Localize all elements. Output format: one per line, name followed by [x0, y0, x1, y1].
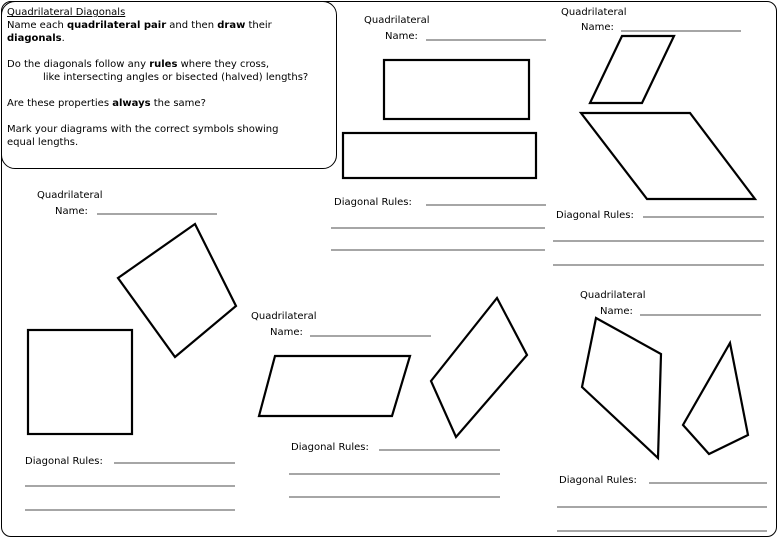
panel-b-quadrilateral-label: Quadrilateral — [561, 7, 627, 18]
panel-c-quadrilateral-label: Quadrilateral — [37, 190, 103, 201]
panel-d-quadrilateral-label: Quadrilateral — [251, 311, 317, 322]
panel-e-rules-line-1[interactable] — [649, 482, 767, 484]
instruction-line-3: like intersecting angles or bisected (halved) lengths? — [43, 72, 309, 83]
panel-e-name-label: Name: — [600, 306, 633, 317]
panel-b-name-line[interactable] — [621, 30, 741, 32]
panel-a-rules-line-2[interactable] — [331, 227, 545, 229]
panel-d-rules-line-2[interactable] — [289, 473, 500, 475]
panel-d-diagonal-rules-label: Diagonal Rules: — [291, 442, 369, 453]
panel-c-name-label: Name: — [55, 206, 88, 217]
panel-c-rules-line-1[interactable] — [114, 462, 235, 464]
panel-c-rules-line-3[interactable] — [25, 509, 235, 511]
panel-e-rules-line-3[interactable] — [557, 530, 767, 532]
instruction-line-6: equal lengths. — [7, 137, 79, 148]
panel-d-name-label: Name: — [270, 327, 303, 338]
panel-c-diagonal-rules-label: Diagonal Rules: — [25, 456, 103, 467]
panel-e-name-line[interactable] — [640, 314, 761, 316]
panel-c-rules-line-2[interactable] — [25, 485, 235, 487]
rectangle-large — [343, 133, 536, 178]
panel-a-diagonal-rules-label: Diagonal Rules: — [334, 197, 412, 208]
panel-a-quadrilateral-label: Quadrilateral — [364, 15, 430, 26]
panel-a-name-line[interactable] — [426, 39, 546, 41]
square-upright — [28, 330, 132, 434]
panel-d-rules-line-3[interactable] — [289, 496, 500, 498]
panel-b-rules-line-3[interactable] — [553, 264, 764, 266]
panel-e-diagonal-rules-label: Diagonal Rules: — [559, 475, 637, 486]
parallelogram-tilted — [431, 298, 527, 437]
instruction-line-1: Name each quadrilateral pair and then draw their diagonals. — [7, 20, 272, 44]
instruction-line-4: Are these properties always the same? — [7, 98, 206, 109]
square-rotated — [118, 224, 236, 357]
panel-b-name-label: Name: — [581, 22, 614, 33]
instruction-line-5: Mark your diagrams with the correct symbols showing — [7, 124, 279, 135]
panel-b-diagonal-rules-label: Diagonal Rules: — [556, 210, 634, 221]
parallelogram-wide — [259, 356, 410, 416]
instruction-line-2: Do the diagonals follow any rules where they cross, — [7, 59, 270, 70]
rhombus-large — [581, 113, 755, 199]
panel-a-rules-line-3[interactable] — [331, 249, 545, 251]
panel-e-rules-line-2[interactable] — [557, 506, 767, 508]
panel-c-name-line[interactable] — [97, 213, 217, 215]
panel-d-rules-line-1[interactable] — [379, 449, 500, 451]
panel-a-rules-line-1[interactable] — [426, 204, 546, 206]
rhombus-small — [590, 36, 674, 103]
kite-large — [582, 318, 661, 458]
instructions-title: Quadrilateral Diagonals — [7, 7, 126, 18]
kite-small — [683, 343, 748, 454]
rectangle-small — [384, 60, 529, 119]
panel-a-name-label: Name: — [385, 31, 418, 42]
panel-e-quadrilateral-label: Quadrilateral — [580, 290, 646, 301]
panel-d-name-line[interactable] — [310, 335, 431, 337]
panel-b-rules-line-2[interactable] — [553, 240, 764, 242]
panel-b-rules-line-1[interactable] — [643, 216, 764, 218]
